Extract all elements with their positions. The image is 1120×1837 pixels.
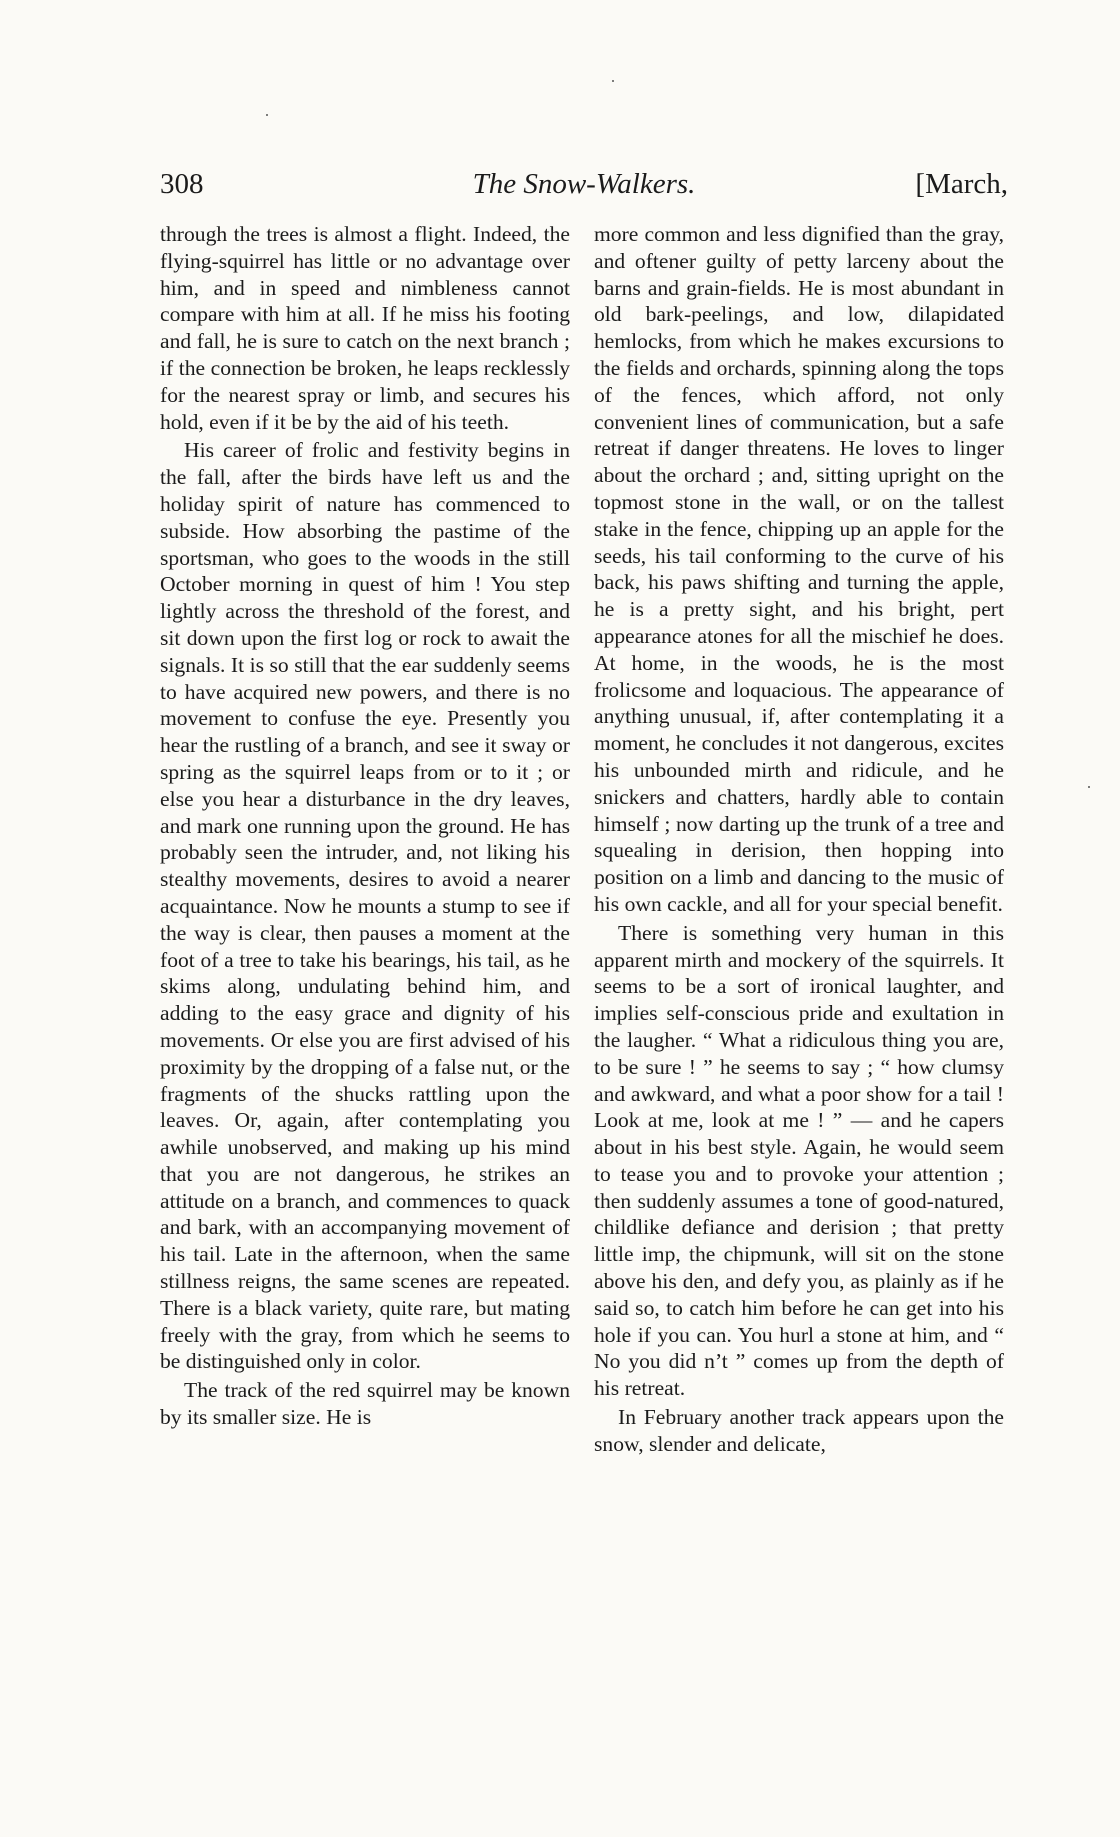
running-month: [March, [915, 168, 1008, 200]
paragraph: through the trees is almost a flight. Indeed, the flying-squirrel has little or no advantage over him, and in speed and nimbleness cannot compare with him at all. If he miss his footing and fall, he is sure to catch on the next branch ; if the connection be broken, he leaps recklessly for the nearest spray or limb, and secures his hold, even if it be by the aid of his teeth. [160, 222, 570, 434]
paragraph: The track of the red squirrel may be known by its smaller size. He is [160, 1378, 570, 1430]
print-speck [266, 114, 268, 116]
left-column [160, 221, 570, 1431]
running-title: The Snow-Walkers. [472, 168, 696, 200]
paragraph: more common and less dignified than the gray, and oftener guilty of petty larceny about the barns and grain-fields. He is most abundant in old bark-peelings, and low, dilapidated hemlocks, from which he makes excursions to the fields and orchards, spinning along the tops of the fences, which afford, not only convenient lines of communication, but a safe retreat if danger threatens. He loves to linger about the orchard ; and, sitting upright on the topmost stone in the wall, or on the tallest stake in the fence, chipping up an apple for the seeds, his tail conforming to the curve of his back, his paws shifting and turning the apple, he is a pretty sight, and his bright, pert appearance atones for all the mischief he does. At home, in the woods, he is the most frolicsome and loquacious. The appearance of anything unusual, if, after contemplating it a moment, he concludes it not dangerous, excites his unbounded mirth and ridicule, and he snickers and chatters, hardly able to contain himself ; now darting up the trunk of a tree and squealing in derision, then hopping into position on a limb and dancing to the music of his own cackle, and all for your special benefit. [594, 222, 1004, 916]
paragraph: There is something very human in this apparent mirth and mockery of the squirrels. It seems to be a sort of ironical laughter, and implies self-conscious pride and exultation in the laugher. “ What a ridiculous thing you are, to be sure ! ” he seems to say ; “ how clumsy and awkward, and what a poor show for a tail ! Look at me, look at me ! ” — and he capers about in his best style. Again, he would seem to tease you and to provoke your attention ; then suddenly assumes a tone of good-natured, childlike defiance and derision ; that pretty little imp, the chipmunk, will sit on the stone above his den, and defy you, as plainly as if he said so, to catch him before he can get into his hole if you can. You hurl a stone at him, and “ No you did n’t ” comes up from the depth of his retreat. [594, 920, 1004, 1401]
paragraph: His career of frolic and festivity begins in the fall, after the birds have left us and the holiday spirit of nature has commenced to subside. How absorbing the pastime of the sportsman, who goes to the woods in the still October morning in quest of him ! You step lightly across the threshold of the forest, and sit down upon the first log or rock to await the signals. It is so still that the ear suddenly seems to have acquired new powers, and there is no movement to confuse the eye. Presently you hear the rustling of a branch, and see it sway or spring as the squirrel leaps from or to it ; or else you hear a disturbance in the dry leaves, and mark one running upon the ground. He has probably seen the intruder, and, not liking his stealthy movements, desires to avoid a nearer acquaintance. Now he mounts a stump to see if the way is clear, then pauses a moment at the foot of a tree to take his bearings, his tail, as he skims along, undulating behind him, and adding to the easy grace and dignity of his movements. Or else you are first advised of his proximity by the dropping of a false nut, or the fragments of the shucks rattling upon the leaves. Or, again, after contemplating you awhile unobserved, and making up his mind that you are not dangerous, he strikes an attitude on a branch, and commences to quack and bark, with an accompanying movement of his tail. Late in the afternoon, when the same stillness reigns, the same scenes are repeated. There is a black variety, quite rare, but mating freely with the gray, from which he seems to be distinguished only in color. [160, 438, 570, 1374]
right-column [594, 221, 1004, 1458]
print-speck [612, 80, 614, 82]
page-number: 308 [160, 168, 204, 200]
page-header [160, 168, 1008, 208]
print-speck [1088, 786, 1090, 788]
paragraph: In February another track appears upon the snow, slender and delicate, [594, 1405, 1004, 1456]
